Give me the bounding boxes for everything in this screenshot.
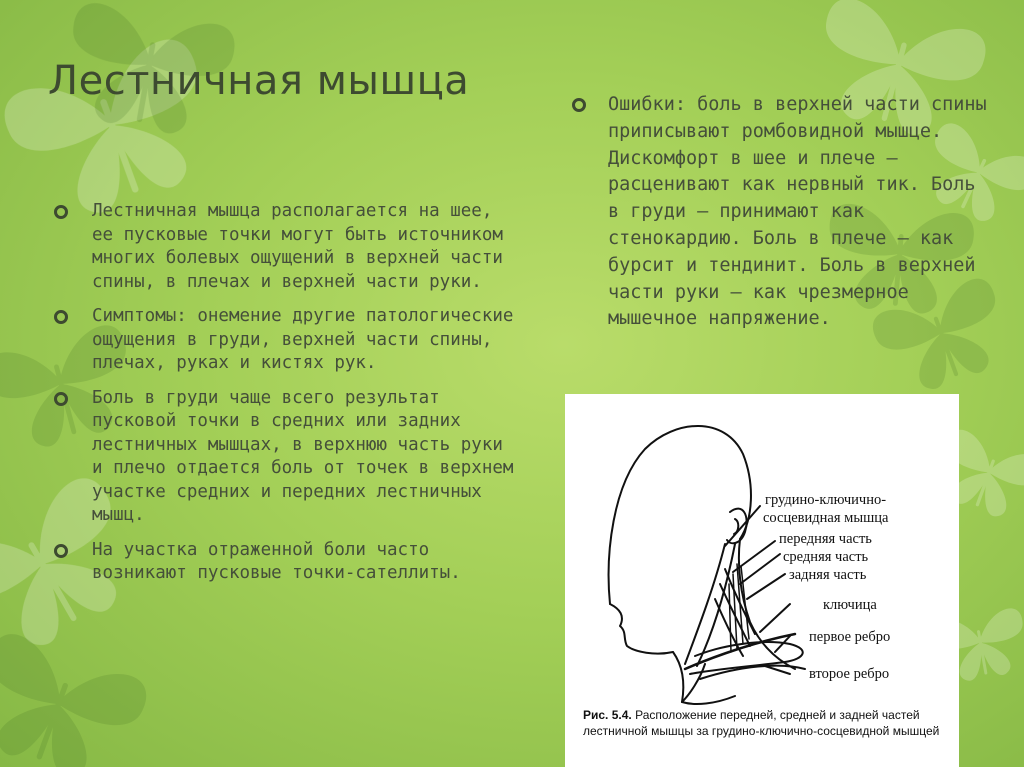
list-item: [52, 200, 522, 294]
bullet-text: Симптомы: онемение другие патологические ощущения в груди, верхней части спины, плечах, руках и кистях рук.: [92, 306, 514, 373]
left-bullet-list: [52, 200, 522, 597]
ring-bullet-icon: [572, 98, 586, 112]
label-scm-line2: сосцевидная мышца: [763, 510, 889, 526]
right-bullet-list: [572, 92, 992, 333]
ring-bullet-icon: [54, 544, 68, 558]
figure-caption: [583, 708, 953, 739]
list-item: [572, 92, 992, 333]
ring-bullet-icon: [54, 392, 68, 406]
label-posterior-part: задняя часть: [789, 567, 867, 583]
caption-text: Расположение передней, средней и задней частей лестничной мышцы за грудино-ключично-сосцевидной мышцей: [583, 708, 940, 738]
ring-bullet-icon: [54, 205, 68, 219]
slide-title: Лестничная мышца: [48, 58, 470, 104]
label-clavicle: ключица: [823, 597, 877, 613]
anatomy-figure: [565, 394, 959, 767]
bullet-text: Боль в груди чаще всего результат пусковой точки в средних или задних лестничных мышцах, в верхнюю часть руки и плечо отдается боль от точек в верхнем участке средних и передних лестничных мышц.: [92, 387, 514, 525]
list-item: [52, 539, 522, 586]
list-item: [52, 305, 522, 376]
label-second-rib: второе ребро: [809, 666, 890, 682]
ring-bullet-icon: [54, 310, 68, 324]
label-scm-line1: грудино-ключично-: [765, 492, 887, 508]
label-anterior-part: передняя часть: [779, 531, 872, 547]
label-first-rib: первое ребро: [809, 629, 891, 645]
bullet-text: Ошибки: боль в верхней части спины приписывают ромбовидной мышце. Дискомфорт в шее и плече – расценивают как нервный тик. Боль в груди – принимают как стенокардию. Боль в плече – как бурсит и тендинит. Боль в верхней части руки – как чрезмерное мышечное напряжение.: [608, 94, 987, 330]
bullet-text: На участка отраженной боли часто возникают пусковые точки-сателлиты.: [92, 539, 461, 583]
caption-number: Рис. 5.4.: [583, 708, 632, 722]
label-middle-part: средняя часть: [783, 549, 869, 565]
bullet-text: Лестничная мышца располагается на шее, ее пусковые точки могут быть источником многих болевых ощущений в верхней части спины, в плечах и верхней части руки.: [92, 201, 503, 292]
list-item: [52, 387, 522, 528]
